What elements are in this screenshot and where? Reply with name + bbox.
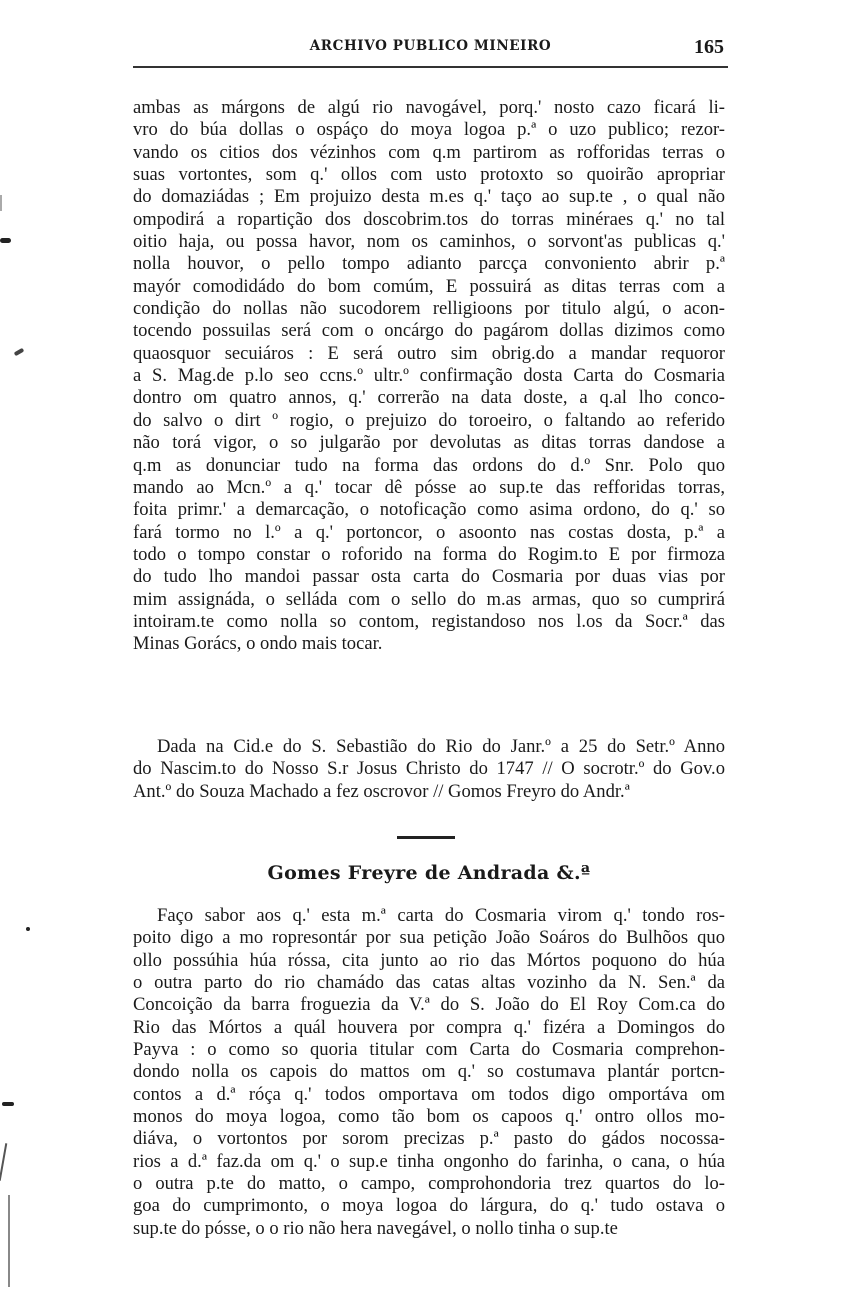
text-line: tocendo possuilas será com o oncárgo do pagárom dollas dizimos como [133, 320, 725, 342]
text-line: Faço sabor aos q.' esta m.ª carta do Cosmaria virom q.' tondo ros- [157, 905, 725, 926]
text-line: Dada na Cid.e do S. Sebastião do Rio do Janr.º a 25 do Setr.º Anno [157, 736, 725, 757]
text-line: vro do búa dollas o ospáço do moya logoa p.ª o uzo publico; rezor- [133, 119, 725, 141]
text-line: do Nascim.to do Nosso S.r Josus Christo do 1747 // O socrotr.º do Gov.o [133, 758, 725, 780]
text-line: do tudo lho mandoi passar osta carta do Cosmaria por duas vias por [133, 566, 725, 588]
paragraph-date-signature [133, 736, 725, 803]
margin-ink-mark [2, 1102, 14, 1106]
text-line: Concoição da barra froguezia da V.ª do S. João do El Roy Com.ca do [133, 994, 725, 1016]
text-line: mim assignáda, o selláda com o sello do m.as armas, quo so cumprirá [133, 588, 725, 610]
text-line: sup.te do pósse, o o rio não hera navegável, o nollo tinha o sup.te [133, 1217, 618, 1239]
text-line: oitio haja, ou possa havor, nom os caminhos, o sorvont'as publicas q.' [133, 231, 725, 253]
text-line: Ant.º do Souza Machado a fez oscrovor // Gomos Freyro do Andr.ª [133, 780, 630, 802]
text-line: do salvo o dirt º rogio, o prejuizo do toroeiro, o faltando ao referido [133, 409, 725, 431]
text-line: fará tormo no l.º a q.' portoncor, o asoonto nas costas dosta, p.ª a [133, 521, 725, 543]
margin-ink-dot [26, 927, 30, 931]
text-line: quaosquor secuiáros : E será outro sim obrig.do a mandar requoror [133, 342, 725, 364]
text-line: monos do moya logoa, como tão bom os capoos q.' ontro ollos mo- [133, 1106, 725, 1128]
text-line: do domaziádas ; Em projuizo desta m.es q.' taço ao sup.te , o qual não [133, 186, 725, 208]
text-line: diáva, o vortontos por sorom precizas p.ª pasto do gádos nocossa- [133, 1128, 725, 1150]
text-line: o outra parto do rio chamádo das catas altas vozinho da N. Sen.ª da [133, 972, 725, 994]
text-line: ompodirá a ropartição dos doscobrim.tos do torras minéraes q.' no tal [133, 208, 725, 230]
margin-pencil-line [0, 1143, 7, 1181]
text-line: contos a d.ª róça q.' todos omportava om todos digo omportáva om [133, 1083, 725, 1105]
text-line: q.m as donunciar tudo na forma das ordons do d.º Snr. Polo quo [133, 454, 725, 476]
text-line: poito digo a mo ropresontár por sua petição João Soáros do Bulhõos quo [133, 927, 725, 949]
paragraph-petition [133, 905, 725, 1240]
text-line: Minas Gorács, o ondo mais tocar. [133, 633, 383, 655]
text-line: Rio das Mórtos a quál houvera por compra q.' fizéra a Domingos do [133, 1016, 725, 1038]
text-line: ollo possúhia húa róssa, cita junto ao rio das Mórtos poquono do húa [133, 949, 725, 971]
text-line: mayór comodidádo do bom comúm, E possuirá as ditas terras com a [133, 275, 725, 297]
page-number: 165 [694, 36, 724, 58]
header-rule [133, 66, 728, 68]
margin-ink-mark [14, 348, 25, 356]
text-line: a S. Mag.de p.lo seo ccns.º ultr.º confirmação dosta Carta do Cosmaria [133, 365, 725, 387]
margin-ink-mark [0, 238, 11, 243]
text-line: nolla houvor, o pello tompo adianto parcça convoniento abrir p.ª [133, 253, 725, 275]
running-title: ARCHIVO PUBLICO MINEIRO [309, 38, 552, 54]
margin-scratch-mark [0, 195, 2, 211]
section-separator [397, 836, 455, 839]
text-line: intoiram.te como nolla so contom, registandoso nos l.os da Socr.ª das [133, 610, 725, 632]
paragraph-sesmaria-conditions [133, 97, 725, 656]
text-line: vando os citios dos vézinhos com q.m partirom as rofforidas terras o [133, 141, 725, 163]
text-line: goa do cumprimonto, o moya logoa do lárgura, do q.' tudo ostava o [133, 1195, 725, 1217]
text-line: mando ao Mcn.º a q.' tocar dê pósse ao sup.te das refforidas torras, [133, 476, 725, 498]
text-line: dontro om quatro annos, q.' correrão na data doste, a q.al lho conco- [133, 387, 725, 409]
text-line: foita primr.' a demarcação, o notoficação como asima ordono, do q.' so [133, 499, 725, 521]
text-line: condição do nollas não sucodorem relligioons por titulo algú, o acon- [133, 298, 725, 320]
text-line: Payva : o como so quoria titular com Carta do Cosmaria comprehon- [133, 1039, 725, 1061]
section-heading: Gomes Freyre de Andrada &.ª [267, 862, 591, 884]
running-head [133, 36, 728, 60]
text-line: suas vortontes, som q.' ollos com usto protoxto so quoirão apropriar [133, 164, 725, 186]
text-line: todo o tompo constar o roforido na forma do Rogim.to E por firmoza [133, 543, 725, 565]
margin-pencil-line [8, 1195, 10, 1287]
text-line: não torá vigor, o so julgarão por devolutas as ditas torras dandose a [133, 432, 725, 454]
text-line: rios a d.ª faz.da om q.' o sup.e tinha ongonho do farinha, o cana, o húa [133, 1150, 725, 1172]
text-line: dondo nolla os capois do mattos om q.' so costumava plantár portcn- [133, 1061, 725, 1083]
text-line: o outra p.te do matto, o campo, comprohondoria trez quartos do lo- [133, 1173, 725, 1195]
text-line: ambas as márgons de algú rio navogável, porq.' nosto cazo ficará li- [133, 97, 725, 118]
